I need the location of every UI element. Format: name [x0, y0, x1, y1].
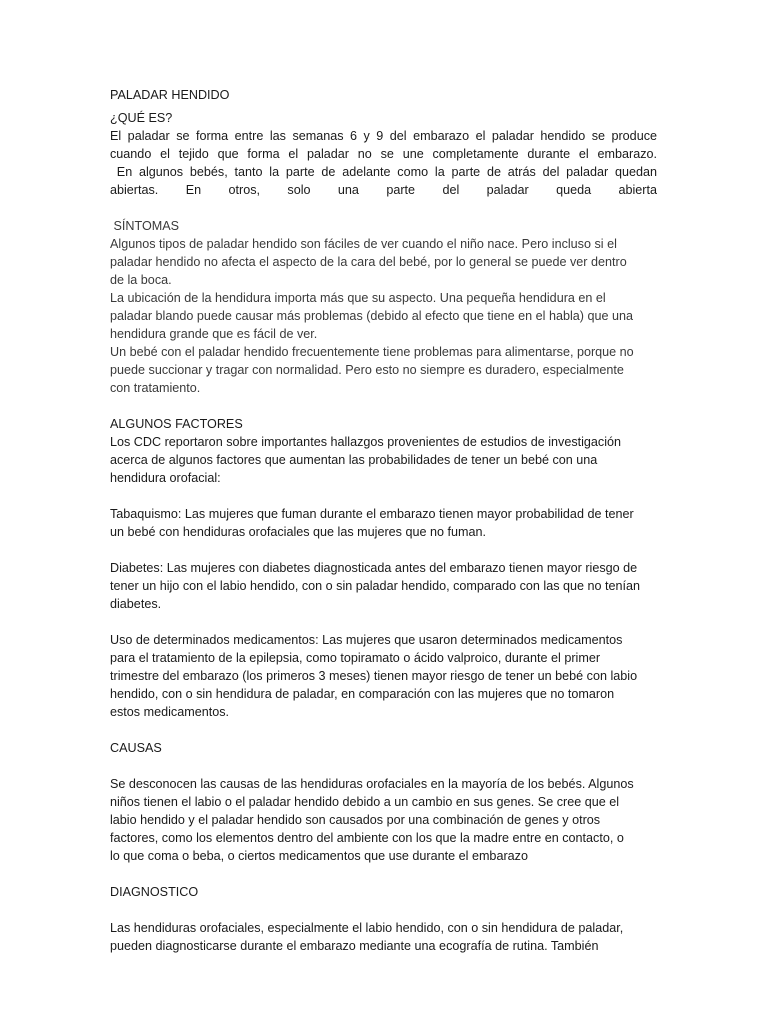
paragraph-line: Las hendiduras orofaciales, especialmente el labio hendido, con o sin hendidura de paladar, [110, 921, 624, 935]
paragraph-line: Diabetes: Las mujeres con diabetes diagnosticada antes del embarazo tienen mayor riesgo de [110, 561, 638, 575]
paragraph-line: diabetes. [110, 597, 162, 611]
paragraph-line: tener un hijo con el labio hendido, con o sin paladar hendido, comparado con las que no tenían [110, 579, 641, 593]
paragraph-line: hendidura grande que es fácil de ver. [110, 327, 318, 341]
section-factores [110, 415, 657, 721]
paragraph-line: para el tratamiento de la epilepsia, como topiramato o ácido valproico, durante el primer [110, 651, 601, 665]
paragraph-line: acerca de algunos factores que aumentan las probabilidades de tener un bebé con una [110, 453, 598, 467]
paragraph-line: puede succionar y tragar con normalidad. Pero esto no siempre es duradero, especialmente [110, 363, 624, 377]
paragraph-line: lo que coma o beba, o ciertos medicamentos que use durante el embarazo [110, 849, 528, 863]
sintomas-heading: SÍNTOMAS [110, 219, 180, 233]
paragraph-line: pueden diagnosticarse durante el embarazo mediante una ecografía de rutina. También [110, 939, 599, 953]
paragraph-line: Algunos tipos de paladar hendido son fáciles de ver cuando el niño nace. Pero incluso si el [110, 237, 617, 251]
paragraph-line: labio hendido y el paladar hendido son causados por una combinación de genes y otros [110, 813, 601, 827]
paragraph-line: Tabaquismo: Las mujeres que fuman durante el embarazo tienen mayor probabilidad de tener [110, 507, 634, 521]
paragraph-line: hendido, con o sin hendidura de paladar, en comparación con las mujeres que no tomaron [110, 687, 615, 701]
paragraph-line: La ubicación de la hendidura importa más que su aspecto. Una pequeña hendidura en el [110, 291, 606, 305]
paragraph-line: niños tienen el labio o el paladar hendido debido a un cambio en sus genes. Se cree que el [110, 795, 620, 809]
paragraph-line: un bebé con hendiduras orofaciales que las mujeres que no fuman. [110, 525, 486, 539]
diagnostico-heading: DIAGNOSTICO [110, 885, 199, 899]
factores-heading: ALGUNOS FACTORES [110, 417, 243, 431]
section-diagnostico [110, 883, 657, 955]
section-que-es [110, 109, 657, 199]
section-causas [110, 739, 657, 865]
paragraph-line: Se desconocen las causas de las hendiduras orofaciales en la mayoría de los bebés. Algunos [110, 777, 634, 791]
paragraph-line: En algunos bebés, tanto la parte de adelante como la parte de atrás del paladar quedan [110, 165, 657, 179]
paragraph-line: abiertas. En otros, solo una parte del paladar queda abierta [110, 183, 657, 197]
paragraph-line: paladar blando puede causar más problemas (debido al efecto que tiene en el habla) que una [110, 309, 634, 323]
paragraph-line: de la boca. [110, 273, 172, 287]
paragraph-line: estos medicamentos. [110, 705, 229, 719]
paragraph-line: paladar hendido no afecta el aspecto de la cara del bebé, por lo general se puede ver dentro [110, 255, 627, 269]
paragraph-line: Un bebé con el paladar hendido frecuentemente tiene problemas para alimentarse, porque no [110, 345, 634, 359]
document-page [110, 86, 657, 955]
paragraph-line: El paladar se forma entre las semanas 6 y 9 del embarazo el paladar hendido se produce [110, 129, 657, 143]
paragraph-line: hendidura orofacial: [110, 471, 221, 485]
document-title: PALADAR HENDIDO [110, 88, 230, 102]
section-sintomas [110, 217, 657, 397]
paragraph-line: con tratamiento. [110, 381, 201, 395]
paragraph-line: trimestre del embarazo (los primeros 3 meses) tienen mayor riesgo de tener un bebé con labio [110, 669, 638, 683]
paragraph-line: Uso de determinados medicamentos: Las mujeres que usaron determinados medicamentos [110, 633, 623, 647]
paragraph-line: cuando el tejido que forma el paladar no se une completamente durante el embarazo. [110, 147, 657, 161]
paragraph-line: Los CDC reportaron sobre importantes hallazgos provenientes de estudios de investigación [110, 435, 622, 449]
causas-heading: CAUSAS [110, 741, 162, 755]
paragraph-line: factores, como los elementos dentro del ambiente con los que la madre entre en contacto, o [110, 831, 624, 845]
que-es-heading: ¿QUÉ ES? [110, 111, 173, 125]
